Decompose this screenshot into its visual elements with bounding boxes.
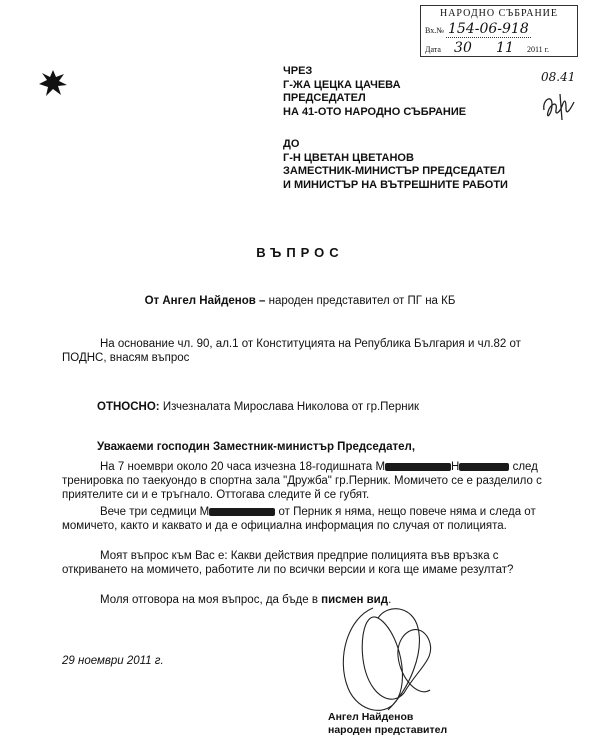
via-line: ПРЕДСЕДАТЕЛ <box>283 92 366 104</box>
stamp-reg-row <box>425 21 573 38</box>
recipient-block <box>283 138 508 192</box>
stamp-reg-number: 154-06-918 <box>446 21 531 38</box>
stamp-date-row <box>425 40 573 57</box>
paragraph-three-weeks <box>62 505 560 533</box>
signer-title: народен представител <box>328 724 448 736</box>
p1-start: На 7 ноември около 20 часа изчезна 18-годишната М <box>100 461 386 473</box>
subject-label: ОТНОСНО: <box>97 401 160 413</box>
via-line: Г-ЖА ЦЕЦКА ЦАЧЕВА <box>283 78 401 91</box>
request-bold: писмен вид <box>321 594 389 606</box>
stamp-reg-label: Вх.№ <box>425 26 444 35</box>
stamp-date-year: 2011 г. <box>526 45 550 54</box>
document-title: ВЪПРОС <box>256 245 344 260</box>
from-line <box>0 295 600 307</box>
stamp-title: НАРОДНО СЪБРАНИЕ <box>439 8 558 19</box>
recipient-line: ЗАМЕСТНИК-МИНИСТЪР ПРЕДСЕДАТЕЛ <box>283 165 505 177</box>
basis-paragraph: На основание чл. 90, ал.1 от Конституцията на Република България и чл.82 от ПОДНС, внасям въпрос <box>62 338 521 364</box>
stamp-date-day: 30 <box>443 40 483 57</box>
redaction-mark <box>459 463 509 471</box>
stamp-date-label: Дата <box>425 45 441 54</box>
p2-start: Вече три седмици М <box>100 506 210 518</box>
signer-block <box>328 711 447 737</box>
recipient-line: Г-Н ЦВЕТАН ЦВЕТАНОВ <box>283 151 414 164</box>
document-date: 29 ноември 2011 г. <box>62 655 164 667</box>
from-name: Ангел Найденов – <box>162 295 266 307</box>
signer-name: Ангел Найденов <box>328 711 414 723</box>
redaction-mark <box>209 508 275 516</box>
subject-text: Изчезналата Мирослава Николова от гр.Перник <box>162 401 420 413</box>
paragraph-disappearance <box>62 460 560 502</box>
ink-blot-icon <box>38 68 68 98</box>
via-line: НА 41-ОТО НАРОДНО СЪБРАНИЕ <box>283 105 467 118</box>
from-prefix: От <box>144 295 160 307</box>
question-paragraph: Моят въпрос към Вас е: Какви действия предприе полицията във връзка с откриването на момичето, работите ли по всички версии и кога ще имаме резултат? <box>62 550 514 576</box>
stamp-date-month: 11 <box>485 40 525 57</box>
via-line: ЧРЕЗ <box>283 65 313 77</box>
request-prefix: Моля отговора на моя въпрос, да бъде в <box>100 594 318 606</box>
p1-end: след тренировка по таекуондо в спортна зала "Дружба" гр.Перник. Момичето се е разделило с приятелите си и е тръгнало. Оттогава следите й се губят. <box>62 461 542 501</box>
recipient-line: ДО <box>283 138 300 150</box>
via-block <box>283 65 466 119</box>
margin-time-note: 08.41 <box>541 70 576 84</box>
request-suffix: . <box>388 594 392 606</box>
from-suffix: народен представител от ПГ на КБ <box>268 295 456 307</box>
subject-line <box>97 401 419 413</box>
p1-initial: Н <box>451 461 460 473</box>
redaction-mark <box>385 463 451 471</box>
initials-signature-icon <box>540 90 578 124</box>
registration-stamp <box>420 5 578 57</box>
recipient-line: И МИНИСТЪР НА ВЪТРЕШНИТЕ РАБОТИ <box>283 178 508 191</box>
p2-end: от Перник я няма, нещо повече няма и следа от момичето, както и каквато и да е официална информация по случая от полицията. <box>62 506 536 532</box>
salutation: Уважаеми господин Заместник-министър Председател, <box>97 441 416 453</box>
